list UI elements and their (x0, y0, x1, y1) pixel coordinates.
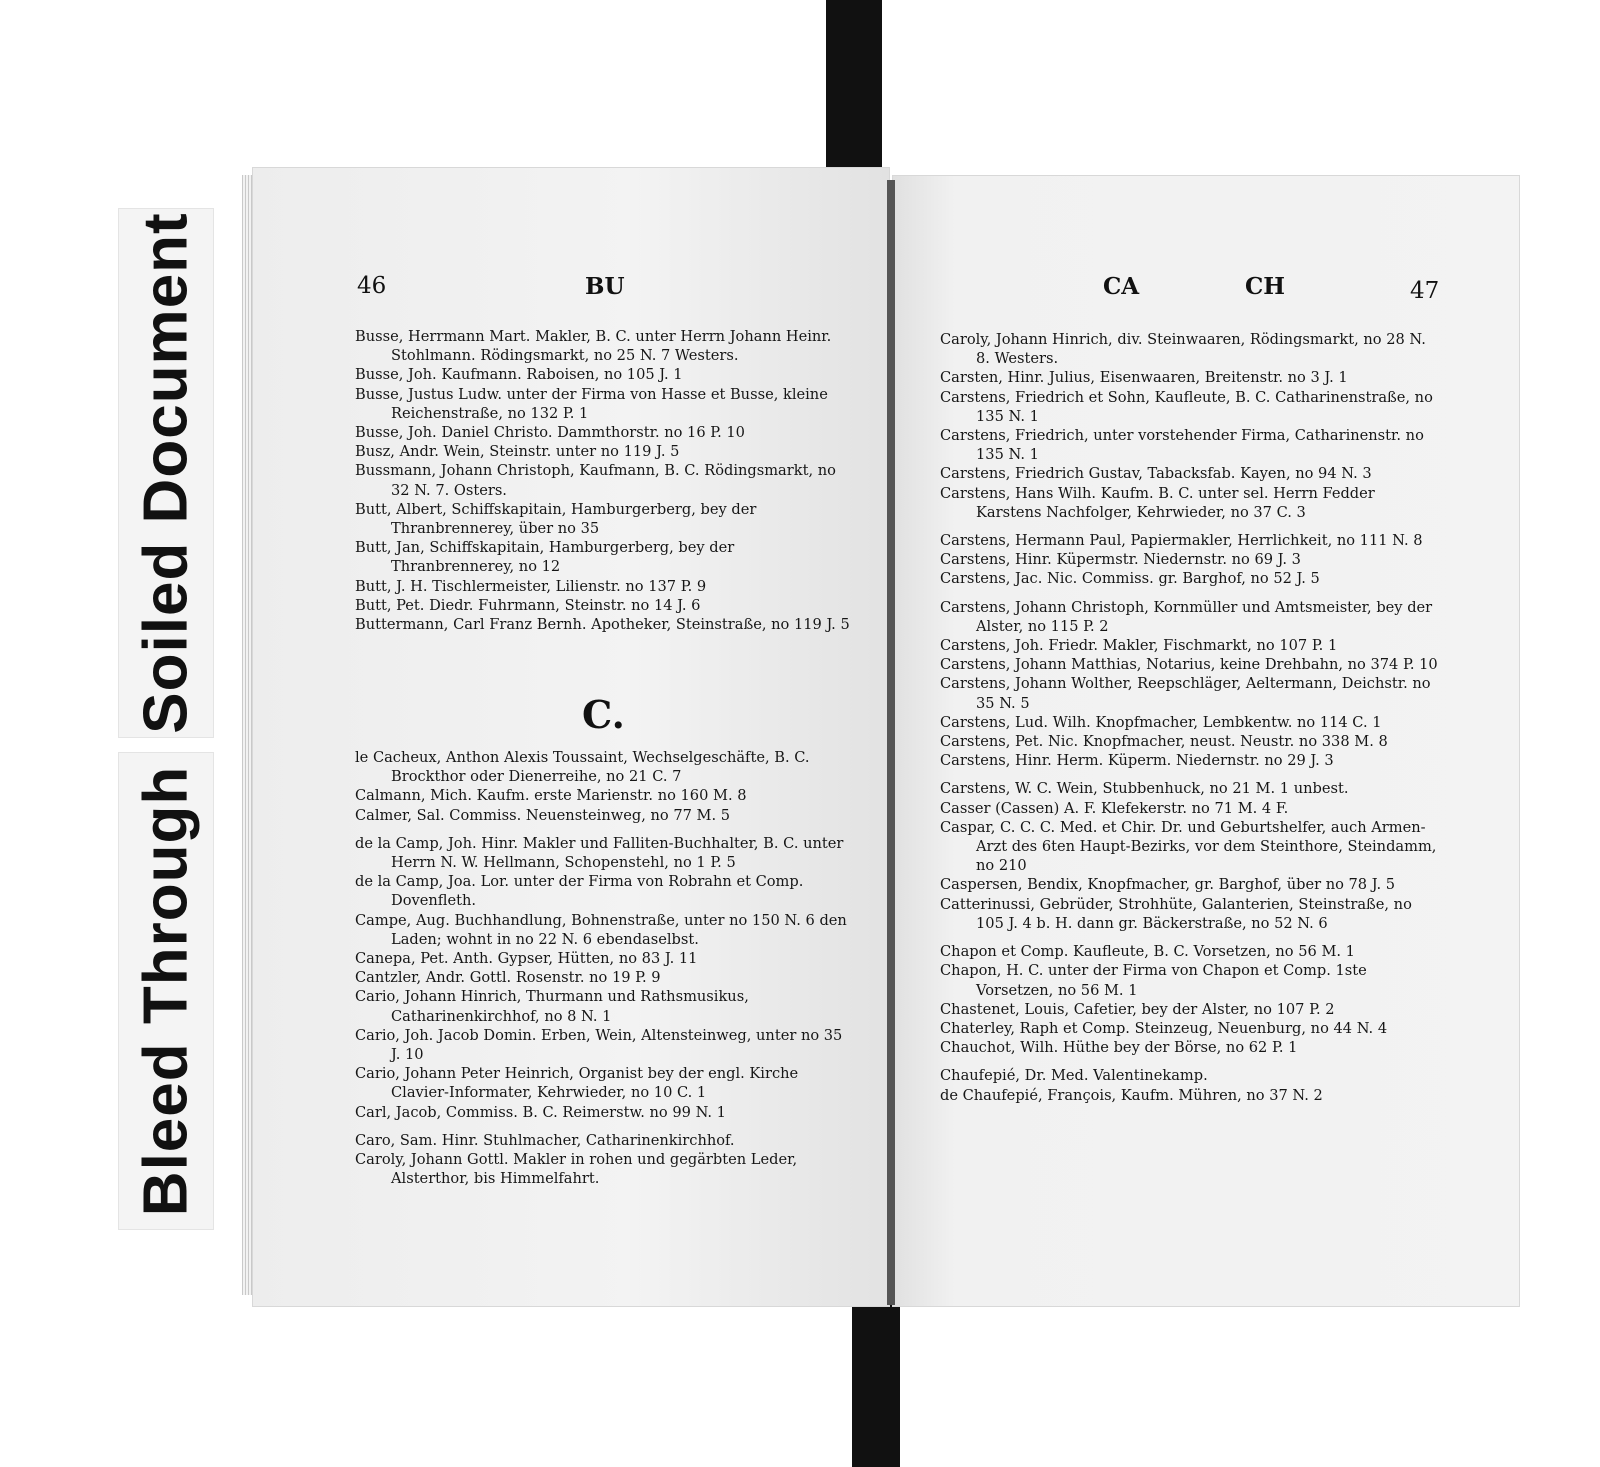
left-entries-before (355, 327, 855, 634)
list-item: Carstens, Hermann Paul, Papiermakler, Herrlichkeit, no 111 N. 8 (940, 532, 1423, 550)
soiled-document-label-strip (118, 208, 214, 738)
list-item: Carstens, Hans Wilh. Kaufm. B. C. unter sel. Herrn Fedder Karstens Nachfolger, Kehrwieder, no 37 C. 3 (940, 484, 1375, 521)
left-entries-after (355, 748, 855, 1188)
list-item: de Chaufepié, François, Kaufm. Mühren, no 37 N. 2 (940, 1086, 1323, 1104)
right-page-number: 47 (1410, 278, 1440, 304)
bleed-through-label-strip (118, 752, 214, 1230)
list-item: Caspersen, Bendix, Knopfmacher, gr. Barghof, über no 78 J. 5 (940, 876, 1396, 894)
binding-band-top (826, 0, 882, 188)
list-item: Butt, Jan, Schiffskapitain, Hamburgerberg, bey der Thranbrennerey, no 12 (355, 539, 735, 576)
list-item: Carstens, Lud. Wilh. Knopfmacher, Lembkentw. no 114 C. 1 (940, 713, 1382, 731)
book-gutter (887, 180, 895, 1305)
list-item: Busz, Andr. Wein, Steinstr. unter no 119 J. 5 (355, 443, 680, 461)
list-item: Butt, Pet. Diedr. Fuhrmann, Steinstr. no 14 J. 6 (355, 596, 701, 614)
list-item: le Cacheux, Anthon Alexis Toussaint, Wechselgeschäfte, B. C. Brockthor oder Dienerreihe, no 21 C. 7 (355, 749, 810, 786)
left-page-number: 46 (357, 273, 387, 299)
list-item: Chauchot, Wilh. Hüthe bey der Börse, no 62 P. 1 (940, 1039, 1298, 1057)
list-item: Chapon, H. C. unter der Firma von Chapon et Comp. 1ste Vorsetzen, no 56 M. 1 (940, 962, 1367, 999)
list-item: Carstens, Hinr. Küpermstr. Niedernstr. no 69 J. 3 (940, 551, 1301, 569)
list-item: Chapon et Comp. Kaufleute, B. C. Vorsetzen, no 56 M. 1 (940, 943, 1355, 961)
list-item: Caroly, Johann Gottl. Makler in rohen und gegärbten Leder, Alsterthor, bis Himmelfahrt. (355, 1151, 798, 1188)
list-item: Busse, Justus Ludw. unter der Firma von Hasse et Busse, kleine Reichenstraße, no 132 P. 1 (355, 385, 828, 422)
list-item: Buttermann, Carl Franz Bernh. Apotheker, Steinstraße, no 119 J. 5 (355, 616, 850, 634)
right-entries (940, 330, 1440, 1105)
list-item: Carstens, Friedrich, unter vorstehender Firma, Catharinenstr. no 135 N. 1 (940, 427, 1424, 464)
list-item: Caspar, C. C. C. Med. et Chir. Dr. und Geburtshelfer, auch Armen-Arzt des 6ten Haupt-Bezirks, vor dem Steinthore, Steindamm, no 210 (940, 818, 1437, 875)
list-item: Calmann, Mich. Kaufm. erste Marienstr. no 160 M. 8 (355, 787, 747, 805)
list-item: Chastenet, Louis, Cafetier, bey der Alster, no 107 P. 2 (940, 1000, 1335, 1018)
list-item: Busse, Joh. Kaufmann. Raboisen, no 105 J. 1 (355, 366, 683, 384)
list-item: Carstens, Pet. Nic. Knopfmacher, neust. Neustr. no 338 M. 8 (940, 733, 1388, 751)
list-item: Chaterley, Raph et Comp. Steinzeug, Neuenburg, no 44 N. 4 (940, 1019, 1388, 1037)
list-item: Caro, Sam. Hinr. Stuhlmacher, Catharinenkirchhof. (355, 1131, 735, 1149)
section-letter: C. (582, 692, 625, 737)
list-item: Carl, Jacob, Commiss. B. C. Reimerstw. no 99 N. 1 (355, 1103, 726, 1121)
list-item: de la Camp, Joa. Lor. unter der Firma von Robrahn et Comp. Dovenfleth. (355, 873, 804, 910)
right-running-head-right: CH (1245, 273, 1286, 300)
left-running-head: BU (585, 273, 625, 300)
list-item: de la Camp, Joh. Hinr. Makler und Falliten-Buchhalter, B. C. unter Herrn N. W. Hellmann, Schopenstehl, no 1 P. 5 (355, 834, 844, 872)
list-item: Bussmann, Johann Christoph, Kaufmann, B. C. Rödingsmarkt, no 32 N. 7. Osters. (355, 462, 836, 499)
list-item: Cantzler, Andr. Gottl. Rosenstr. no 19 P. 9 (355, 969, 661, 987)
list-item: Cario, Johann Hinrich, Thurmann und Rathsmusikus, Catharinenkirchhof, no 8 N. 1 (355, 988, 749, 1025)
list-item: Chaufepié, Dr. Med. Valentinekamp. (940, 1067, 1208, 1085)
list-item: Busse, Joh. Daniel Christo. Dammthorstr. no 16 P. 10 (355, 424, 745, 442)
bleed-through-label: Bleed Through (131, 765, 201, 1217)
list-item: Cario, Joh. Jacob Domin. Erben, Wein, Altensteinweg, unter no 35 J. 10 (355, 1026, 843, 1064)
soiled-document-label: Soiled Document (131, 212, 201, 734)
list-item: Calmer, Sal. Commiss. Neuensteinweg, no 77 M. 5 (355, 806, 731, 824)
list-item: Carsten, Hinr. Julius, Eisenwaaren, Breitenstr. no 3 J. 1 (940, 369, 1348, 387)
list-item: Caroly, Johann Hinrich, div. Steinwaaren, Rödingsmarkt, no 28 N. 8. Westers. (940, 331, 1426, 368)
list-item: Canepa, Pet. Anth. Gypser, Hütten, no 83 J. 11 (355, 950, 698, 968)
list-item: Carstens, Joh. Friedr. Makler, Fischmarkt, no 107 P. 1 (940, 637, 1338, 655)
list-item: Busse, Herrmann Mart. Makler, B. C. unter Herrn Johann Heinr. Stohlmann. Rödingsmarkt, no 25 N. 7 Westers. (355, 328, 832, 365)
list-item: Carstens, Friedrich et Sohn, Kaufleute, B. C. Catharinenstraße, no 135 N. 1 (940, 388, 1433, 425)
list-item: Catterinussi, Gebrüder, Strohhüte, Galanterien, Steinstraße, no 105 J. 4 b. H. dann gr. Bäckerstraße, no 52 N. 6 (940, 895, 1412, 932)
list-item: Campe, Aug. Buchhandlung, Bohnenstraße, unter no 150 N. 6 den Laden; wohnt in no 22 N. 6 ebendaselbst. (355, 911, 847, 948)
list-item: Carstens, Johann Christoph, Kornmüller und Amtsmeister, bey der Alster, no 115 P. 2 (940, 598, 1433, 635)
list-item: Carstens, W. C. Wein, Stubbenhuck, no 21 M. 1 unbest. (940, 780, 1349, 798)
list-item: Carstens, Johann Matthias, Notarius, keine Drehbahn, no 374 P. 10 (940, 656, 1438, 674)
list-item: Casser (Cassen) A. F. Klefekerstr. no 71 M. 4 F. (940, 799, 1289, 817)
list-item: Carstens, Friedrich Gustav, Tabacksfab. Kayen, no 94 N. 3 (940, 465, 1372, 483)
list-item: Carstens, Hinr. Herm. Küperm. Niedernstr. no 29 J. 3 (940, 752, 1334, 770)
right-running-head-left: CA (1103, 273, 1140, 300)
list-item: Butt, J. H. Tischlermeister, Lilienstr. no 137 P. 9 (355, 577, 707, 595)
list-item: Carstens, Johann Wolther, Reepschläger, Aeltermann, Deichstr. no 35 N. 5 (940, 675, 1431, 712)
list-item: Butt, Albert, Schiffskapitain, Hamburgerberg, bey der Thranbrennerey, über no 35 (355, 500, 757, 538)
list-item: Carstens, Jac. Nic. Commiss. gr. Barghof, no 52 J. 5 (940, 570, 1320, 588)
list-item: Cario, Johann Peter Heinrich, Organist bey der engl. Kirche Clavier-Informater, Kehrwieder, no 10 C. 1 (355, 1065, 799, 1102)
